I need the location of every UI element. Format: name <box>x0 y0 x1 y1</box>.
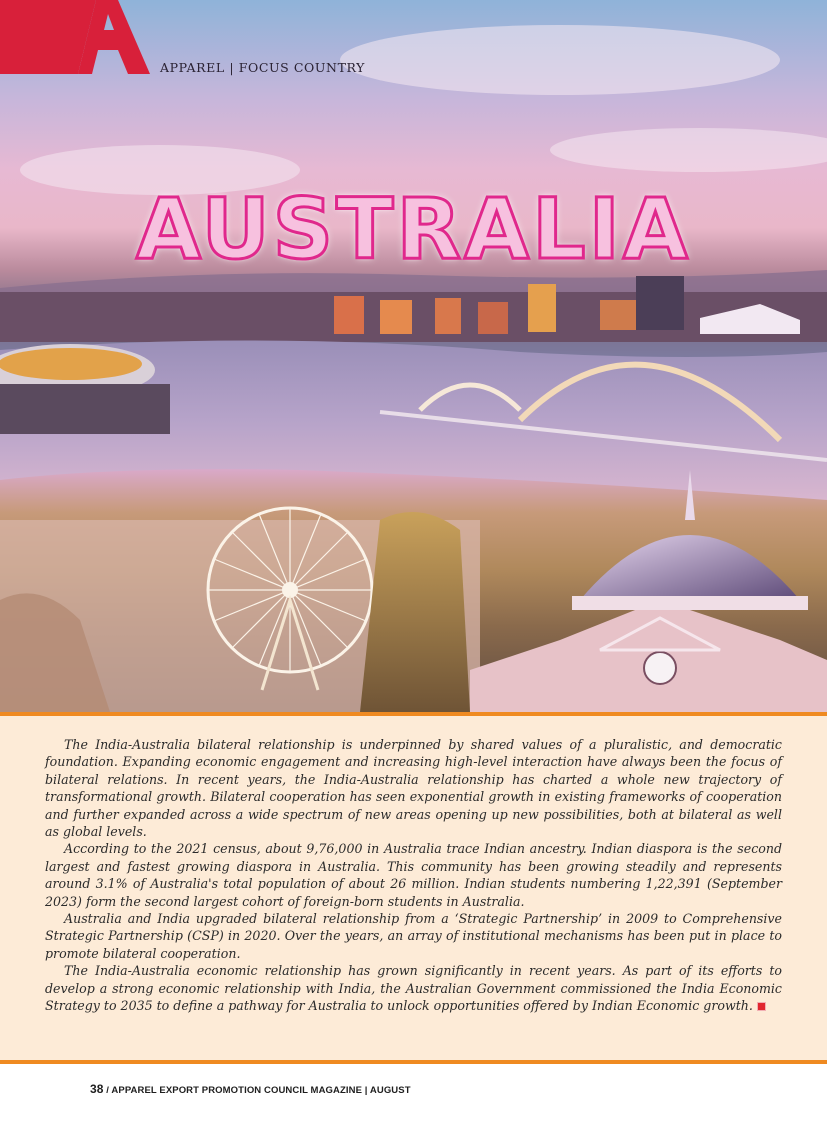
ferris-wheel-spokes <box>208 508 372 672</box>
building <box>528 284 556 332</box>
cloud <box>550 128 827 172</box>
tower <box>636 276 684 330</box>
building <box>334 296 364 334</box>
article-body <box>45 736 782 1015</box>
cloud <box>340 25 780 95</box>
section-label: APPAREL | FOCUS COUNTRY <box>160 60 365 75</box>
page-number: 38 <box>90 1082 104 1096</box>
paragraph: The India-Australia bilateral relationship is underpinned by shared values of a pluralistic, and democratic foundation. Expanding economic engagement and increasing high-level interaction have always been the focus of bilateral relations. In recent years, the India-Australia relationship has charted a whole new trajectory of transformational growth. Bilateral cooperation has seen exponential growth in existing frameworks of cooperation and further expanded across a wide spectrum of new areas opening up new possibilities, both at bilateral as well as global levels. <box>45 737 782 840</box>
building <box>600 300 640 330</box>
end-of-article-icon <box>757 1002 766 1011</box>
clock-face <box>644 652 676 684</box>
building <box>435 298 461 334</box>
stadium-roof <box>0 348 142 380</box>
magazine-logo <box>0 0 150 76</box>
paragraph <box>45 962 782 1014</box>
publication-credit: / APPAREL EXPORT PROMOTION COUNCIL MAGAZINE | AUGUST <box>103 1085 411 1096</box>
paragraph-text: The India-Australia economic relationship has grown significantly in recent years. As part of its efforts to develop a strong economic relationship with India, the Australian Government commissioned the India Economic Strategy to 2035 to define a pathway for Australia to unlock opportunities offered by Indian Economic growth. <box>45 963 782 1014</box>
paragraph: Australia and India upgraded bilateral relationship from a ‘Strategic Partnership’ in 2009 to Comprehensive Strategic Partnership (CSP) in 2020. Over the years, an array of institutional mechanisms has been put in place to promote bilateral cooperation. <box>45 911 782 961</box>
building <box>478 302 508 334</box>
orange-rule-bottom <box>0 1060 827 1064</box>
dome-base <box>572 596 808 610</box>
article-panel <box>0 716 827 1060</box>
page-footer <box>90 1082 411 1096</box>
paragraph: According to the 2021 census, about 9,76,000 in Australia trace Indian ancestry. Indian diaspora is the second largest and fastest growing diaspora in Australia. This community has been growing steadily and represents around 3.1% of Australia's total population of about 26 million. Indian students numbering 1,22,391 (September 2023) form the second largest cohort of foreign-born students in Australia. <box>45 841 782 909</box>
riverbank <box>0 384 170 434</box>
building-dome <box>580 535 800 600</box>
city-band <box>0 292 827 342</box>
building <box>380 300 412 334</box>
hero-title: AUSTRALIA <box>136 180 691 278</box>
